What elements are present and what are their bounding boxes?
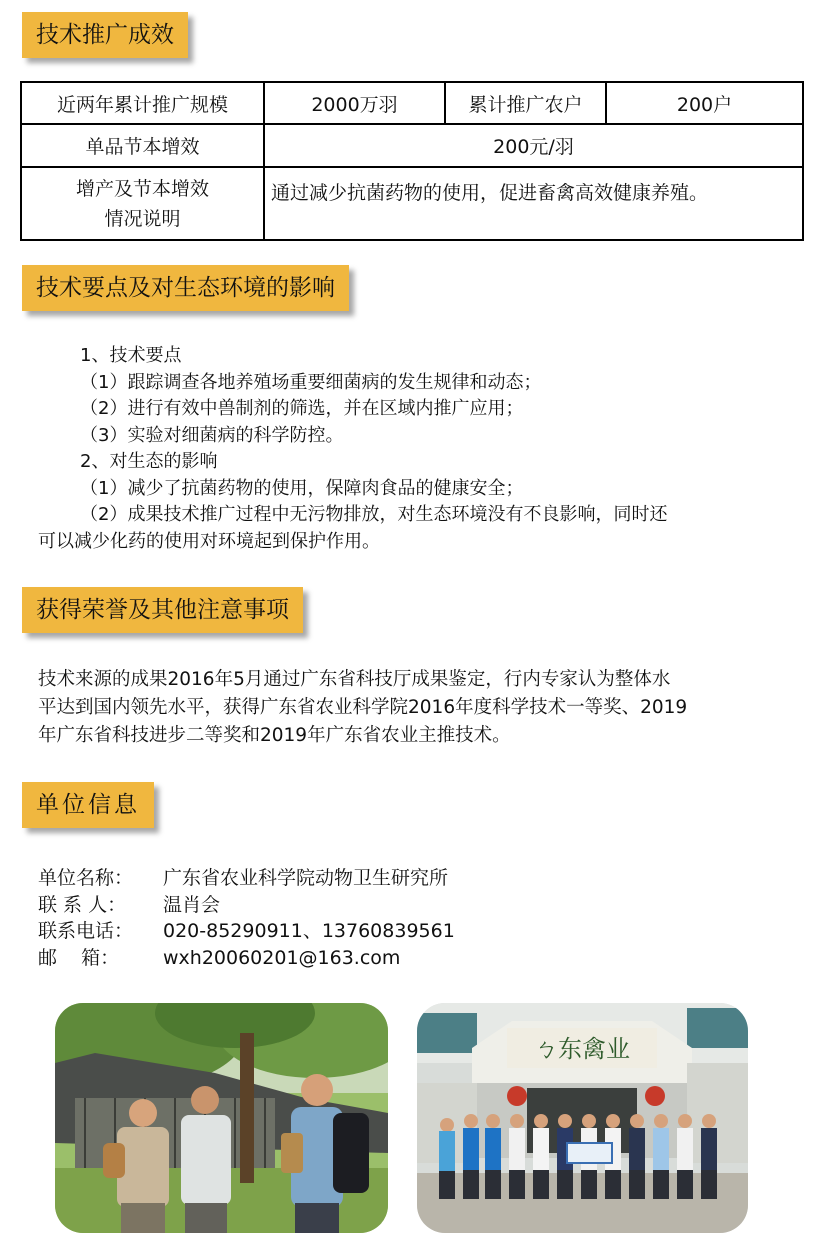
tech-item: （1）跟踪调查各地养殖场重要细菌病的发生规律和动态；: [80, 371, 542, 393]
tech-heading-2: 2、对生态的影响: [80, 451, 218, 472]
unit-value: wxh20060201@163.com: [163, 946, 401, 969]
unit-info: [38, 865, 455, 971]
honor-paragraph: [38, 666, 798, 750]
unit-row-name: [38, 865, 455, 892]
photo-farm-visit: [55, 1003, 388, 1233]
table-cell: 2000万羽: [264, 82, 445, 124]
photo-group: [417, 1003, 748, 1233]
tech-item: （3）实验对细菌病的科学防控。: [80, 424, 344, 446]
honor-line: 技术来源的成果2016年5月通过广东省科技厅成果鉴定，行内专家认为整体水: [38, 669, 671, 690]
table-cell: 近两年累计推广规模: [21, 82, 264, 124]
unit-key: 单位名称：: [38, 867, 134, 889]
table-cell: 通过减少抗菌药物的使用，促进畜禽高效健康养殖。: [264, 167, 803, 240]
table-cell: 单品节本增效: [21, 124, 264, 167]
section-header-honor: 获得荣誉及其他注意事项: [22, 587, 303, 633]
unit-value: 广东省农业科学院动物卫生研究所: [163, 867, 449, 889]
unit-row-contact: [38, 892, 455, 919]
section-header-unit: 单位信息: [22, 782, 154, 828]
unit-row-mail: [38, 945, 455, 972]
honor-line: 平达到国内领先水平，获得广东省农业科学院2016年度科学技术一等奖、2019: [38, 697, 688, 718]
unit-value: 020-85290911、13760839561: [163, 920, 455, 942]
table-cell: 200户: [606, 82, 803, 124]
unit-row-phone: [38, 918, 455, 945]
table-cell-line: 情况说明: [104, 207, 181, 230]
unit-key: 联系电话：: [38, 920, 134, 942]
honor-line: 年广东省科技进步二等奖和2019年广东省农业主推技术。: [38, 725, 511, 746]
tech-points: [38, 343, 798, 555]
table-row: [21, 124, 803, 167]
tech-item: （2）进行有效中兽制剂的筛选，并在区域内推广应用；: [80, 398, 524, 419]
tech-item: （1）减少了抗菌药物的使用，保障肉食品的健康安全；: [80, 477, 524, 499]
table-cell-line: 增产及节本增效: [75, 177, 209, 200]
tech-item: （2）成果技术推广过程中无污物排放，对生态环境没有不良影响，同时还: [80, 504, 668, 525]
unit-key: 邮 箱：: [38, 946, 120, 969]
table-row: [21, 167, 803, 240]
building-sign: ㄅ东禽业: [534, 1035, 630, 1063]
group-photo-image: [417, 1003, 748, 1233]
farm-visit-image: [55, 1003, 388, 1233]
section-header-effect: 技术推广成效: [22, 12, 188, 58]
unit-value: 温肖会: [163, 893, 221, 916]
tech-item-cont: 可以减少化药的使用对环境起到保护作用。: [38, 530, 380, 552]
table-cell: 200元/羽: [264, 124, 803, 167]
table-row: [21, 82, 803, 124]
unit-key: 联 系 人：: [38, 893, 127, 916]
table-cell: 累计推广农户: [445, 82, 606, 124]
table-cell: [21, 167, 264, 240]
effect-table: [20, 81, 804, 241]
tech-heading-1: 1、技术要点: [80, 345, 182, 366]
section-header-tech: 技术要点及对生态环境的影响: [22, 265, 349, 311]
